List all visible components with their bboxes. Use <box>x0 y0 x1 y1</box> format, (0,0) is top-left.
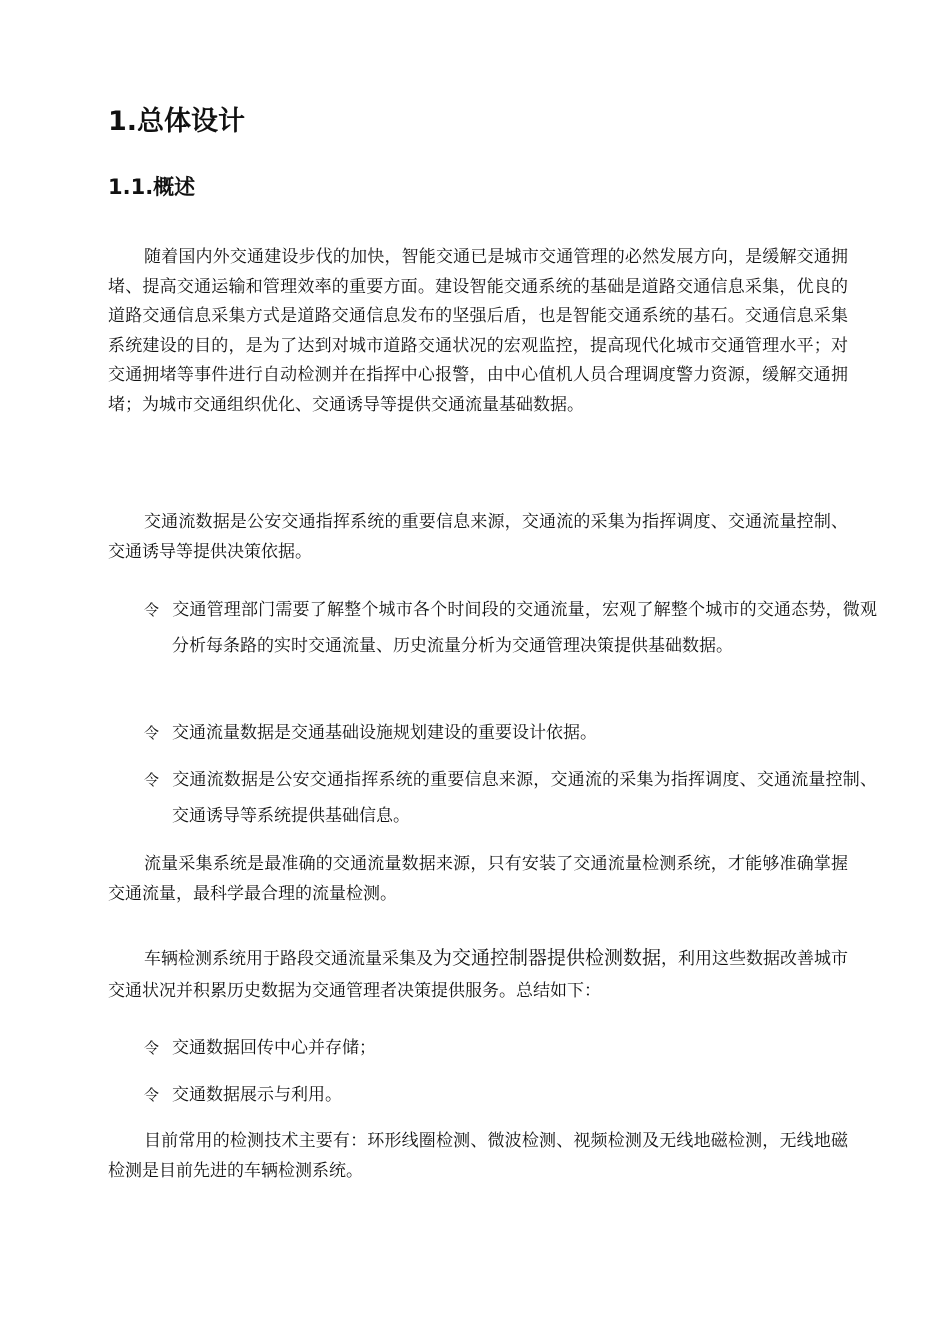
paragraph-traffic-flow: 交通流数据是公安交通指挥系统的重要信息来源，交通流的采集为指挥调度、交通流量控制、交通诱导等提供决策依据。 <box>108 512 848 562</box>
bullet-text: 交通管理部门需要了解整个城市各个时间段的交通流量，宏观了解整个城市的交通态势，微观分析每条路的实时交通流量、历史流量分析为交通管理决策提供基础数据。 <box>172 600 877 656</box>
bullet-marker-icon: 令 <box>144 1086 160 1104</box>
bullet-text: 交通流数据是公安交通指挥系统的重要信息来源，交通流的采集为指挥调度、交通流量控制、交通诱导等系统提供基础信息。 <box>172 770 877 826</box>
text-run: 些数据改善城市交通状况并积累历史数据为交通管理者决策提供服务。总结如下： <box>108 949 849 1001</box>
text-run-emphasis: 为交通控制器提供检测数据 <box>433 947 662 969</box>
heading-1: 1.总体设计 <box>108 106 246 137</box>
paragraph-flow-collection: 流量采集系统是最准确的交通流量数据来源，只有安装了交通流量检测系统，才能够准确掌握交通流量，最科学最合理的流量检测。 <box>108 854 848 904</box>
bullet-item <box>144 762 877 834</box>
bullet-item <box>144 592 877 664</box>
paragraph-intro: 随着国内外交通建设步伐的加快，智能交通已是城市交通管理的必然发展方向，是缓解交通拥堵、提高交通运输和管理效率的重要方面。建设智能交通系统的基础是道路交通信息采集，优良的道路交通信息采集方式是道路交通信息发布的坚强后盾，也是智能交通系统的基石。交通信息采集系统建设的目的，是为了达到对城市道路交通状况的宏观监控，提高现代化城市交通管理水平；对交通拥堵等事件进行自动检测并在指挥中心报警，由中心值机人员合理调度警力资源，缓解交通拥堵；为城市交通组织优化、交通诱导等提供交通流量基础数据。 <box>108 247 848 415</box>
text-run: ，利用这 <box>661 949 730 969</box>
bullet-marker-icon: 令 <box>144 724 160 742</box>
paragraph-vehicle-detection <box>108 942 848 1007</box>
bullet-marker-icon: 令 <box>144 1039 160 1057</box>
bullet-marker-icon: 令 <box>144 601 160 619</box>
bullet-text: 交通数据回传中心并存储； <box>172 1038 376 1058</box>
heading-1-1: 1.1.概述 <box>108 175 196 199</box>
bullet-item <box>144 715 877 751</box>
paragraph-detection-tech: 目前常用的检测技术主要有：环形线圈检测、微波检测、视频检测及无线地磁检测，无线地磁检测是目前先进的车辆检测系统。 <box>108 1131 848 1181</box>
bullet-item <box>144 1030 877 1066</box>
bullet-text: 交通流量数据是交通基础设施规划建设的重要设计依据。 <box>172 723 597 743</box>
bullet-marker-icon: 令 <box>144 771 160 789</box>
bullet-item <box>144 1077 877 1113</box>
bullet-text: 交通数据展示与利用。 <box>172 1085 342 1105</box>
text-run: 车辆检测系统用于路段交通流量采集及 <box>144 949 433 969</box>
